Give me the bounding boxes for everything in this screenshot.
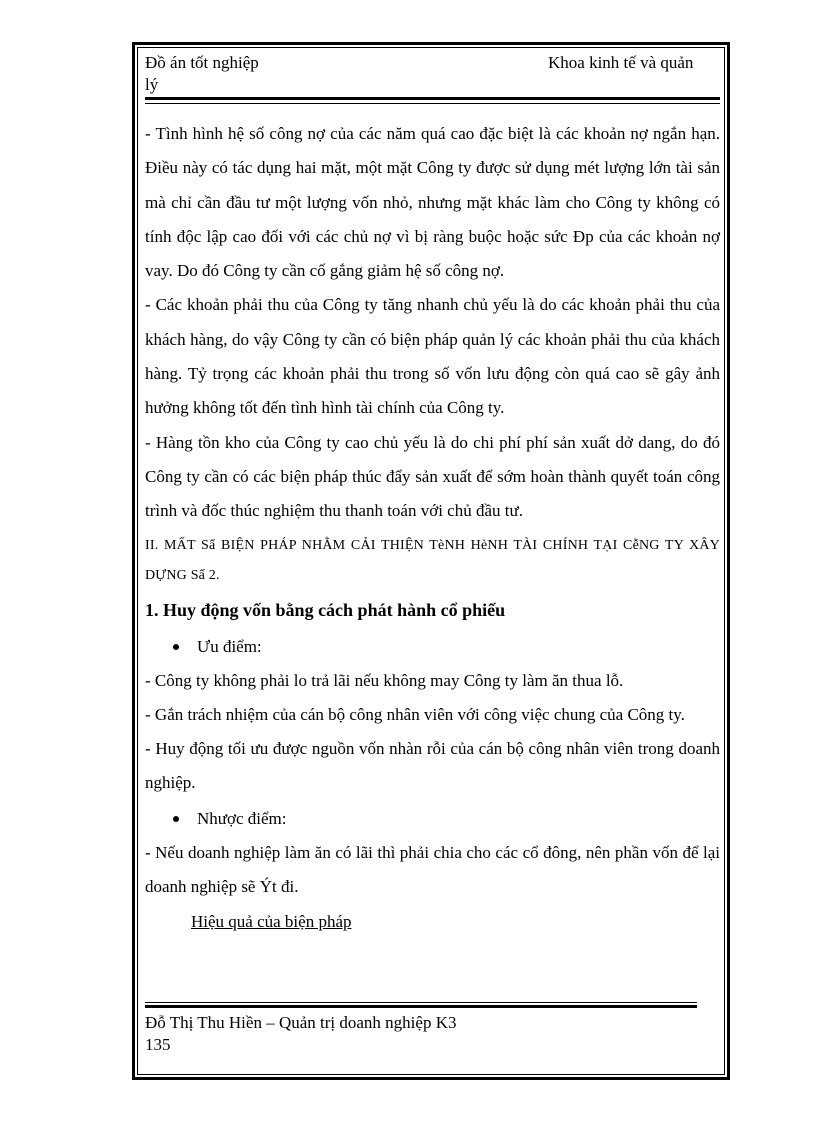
advantages-label: Ưu điểm: (197, 636, 262, 656)
bullet-icon (173, 644, 179, 650)
advantage-2: - Gắn trách nhiệm của cán bộ công nhân viên với công việc chung của Công ty. (145, 704, 685, 724)
advantages-bullet (145, 629, 720, 664)
paragraph-debt-ratio: - Tình hình hệ số công nợ của các năm quá cao đặc biệt là các khoản nợ ngắn hạn. Điều này có tác dụng hai mặt, một mặt Công ty được sử dụng mét lượng lớn tài sản mà chỉ cần đầu tư một lượng vốn nhỏ, nhưng mặt khác làm cho Công ty không có tính độc lập cao đối với các chủ nợ vì bị ràng buộc hoặc sức Ðp của các khoản nợ vay. Do đó Công ty cần cố gắng giảm hệ số công nợ. (145, 124, 720, 281)
header-right: Khoa kinh tế và quản (548, 53, 694, 72)
effect-subheading: Hiệu quả của biện pháp (191, 912, 352, 932)
footer-rule-thin (145, 1002, 697, 1003)
footer-author: Đỗ Thị Thu Hiền – Quản trị doanh nghiệp K3 (145, 1013, 457, 1032)
disadvantages-label: Nhược điểm: (197, 808, 287, 828)
bullet-icon (173, 816, 179, 822)
disadvantages-bullet (145, 801, 720, 836)
header-wrap-text: lý (145, 75, 159, 94)
paragraph-inventory: - Hàng tồn kho của Công ty cao chủ yếu là do chi phí phí sản xuất dở dang, do đó Công ty cần có các biện pháp thúc đẩy sản xuất để sớm hoàn thành quyết toán công trình và đốc thúc nghiệm thu thanh toán với chủ đầu tư. (145, 432, 720, 521)
header-rule-thin (145, 103, 720, 104)
paragraph-receivables: - Các khoản phải thu của Công ty tăng nhanh chủ yếu là do các khoản phải thu của khách hàng, do vậy Công ty cần có biện pháp quản lý các khoản phải thu của khách hàng. Tỷ trọng các khoản phải thu trong số vốn lưu động còn quá cao sẽ gây ảnh hưởng không tốt đến tình hình tài chính của Công ty. (145, 295, 720, 418)
heading-1: 1. Huy động vốn bằng cách phát hành cổ phiếu (145, 599, 506, 620)
footer-rule-thick (145, 1005, 697, 1008)
advantage-1: - Công ty không phải lo trả lãi nếu không may Công ty làm ăn thua lỗ. (145, 670, 624, 690)
disadvantage-1: - Nếu doanh nghiệp làm ăn có lãi thì phải chia cho các cổ đông, nên phần vốn để lại doanh nghiệp sẽ Ýt đi. (145, 842, 720, 897)
page-number: 135 (145, 1035, 171, 1054)
header-left (145, 52, 305, 96)
header-rule-thick (145, 97, 720, 100)
document-body (145, 117, 720, 940)
advantage-3: - Huy động tối ưu được nguồn vốn nhàn rỗi của cán bộ công nhân viên trong doanh nghiệp. (145, 739, 720, 793)
section-title: II. MẤT Sẩ BIỆN PHÁP NHẰM CẢI THIỆN TèNH HèNH TÀI CHÍNH TẠI CễNG TY XÂY DỰNG Sẩ 2. (145, 537, 720, 583)
page-footer (145, 1012, 705, 1056)
header-left-text: Đồ án tốt nghiệp (145, 53, 259, 72)
